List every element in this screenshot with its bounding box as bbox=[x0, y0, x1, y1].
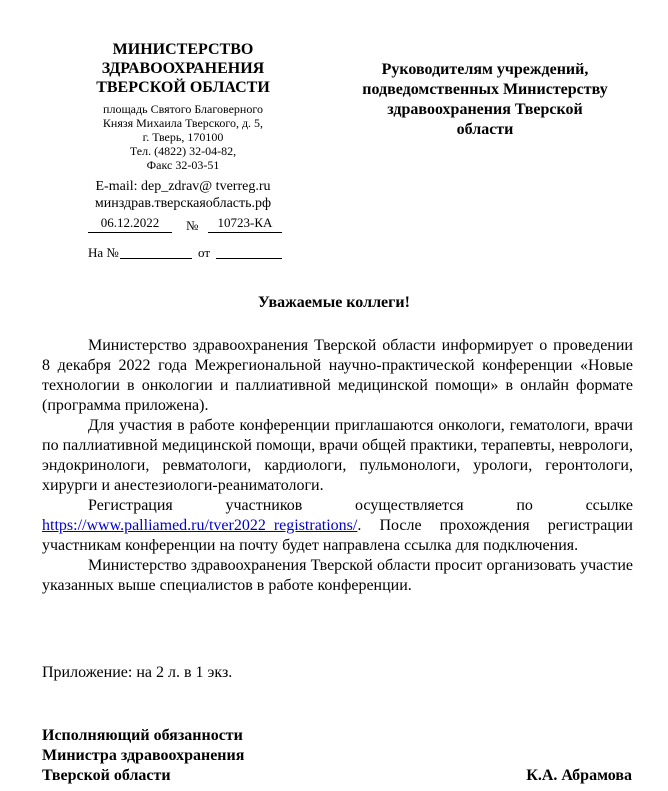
addressee: Руководителям учреждений, подведомственных Министерству здравоохранения Тверской области bbox=[362, 61, 608, 138]
registration-number: 10723-КА bbox=[208, 214, 282, 233]
phone: Тел. (4822) 32-04-82, bbox=[129, 144, 237, 158]
reference-number-blank bbox=[120, 244, 192, 259]
signature-title: Исполняющий обязанности Министра здравоохранения Тверской области bbox=[42, 727, 245, 784]
fax: Факс 32-03-51 bbox=[146, 158, 220, 172]
reference-ot-label: от bbox=[198, 245, 211, 260]
registration-link[interactable]: https://www.palliamed.ru/tver2022_registrations/ bbox=[42, 517, 358, 534]
letter-body bbox=[42, 336, 633, 596]
signer-name: К.А. Абрамова bbox=[526, 767, 632, 784]
reference-line bbox=[80, 244, 286, 264]
registration-date: 06.12.2022 bbox=[88, 214, 172, 233]
paragraph-1: Министерство здравоохранения Тверской области информирует о проведении 8 декабря 2022 года Межрегиональной научно-практической конференции «Новые технологии в онкологии и паллиативной медицинской помощи» в онлайн формате (программа приложена). bbox=[42, 337, 633, 414]
letterhead bbox=[80, 40, 286, 264]
email: E-mail: dep_zdrav@ tverreg.ru bbox=[95, 179, 271, 194]
website: минздрав.тверскаяобласть.рф bbox=[94, 196, 272, 211]
contacts bbox=[80, 178, 286, 212]
reference-label: На № bbox=[88, 245, 119, 260]
ministry-name: МИНИСТЕРСТВО ЗДРАВООХРАНЕНИЯ ТВЕРСКОЙ ОБЛАСТИ bbox=[96, 41, 270, 96]
number-sign: № bbox=[186, 218, 199, 233]
paragraph-3: Регистрация участников осуществляется по ссылке https://www.palliamed.ru/tver2022_registrations/. После прохождения регистрации участникам конференции на почту будет направлена ссылка для подключения. bbox=[42, 497, 633, 554]
ministry-address: площадь Святого Благоверного Князя Михаила Тверского, д. 5, г. Тверь, 170100 Тел. (4822) 32-04-82, Факс 32-03-51 bbox=[80, 102, 286, 172]
registration-line bbox=[80, 214, 286, 236]
paragraph-4: Министерство здравоохранения Тверской области просит организовать участие указанных выше специалистов в работе конференции. bbox=[42, 557, 633, 594]
paragraph-2: Для участия в работе конференции приглашаются онкологи, гематологи, врачи по паллиативной медицинской помощи, врачи общей практики, терапевты, неврологи, эндокринологи, ревматологи, кардиологи, пульмонологи, урологи, геронтологи, хирурги и анестезиологи-реаниматологи. bbox=[42, 417, 633, 494]
attachment-note: Приложение: на 2 л. в 1 экз. bbox=[42, 664, 233, 681]
salutation: Уважаемые коллеги! bbox=[258, 294, 410, 311]
reference-date-blank bbox=[216, 244, 282, 259]
